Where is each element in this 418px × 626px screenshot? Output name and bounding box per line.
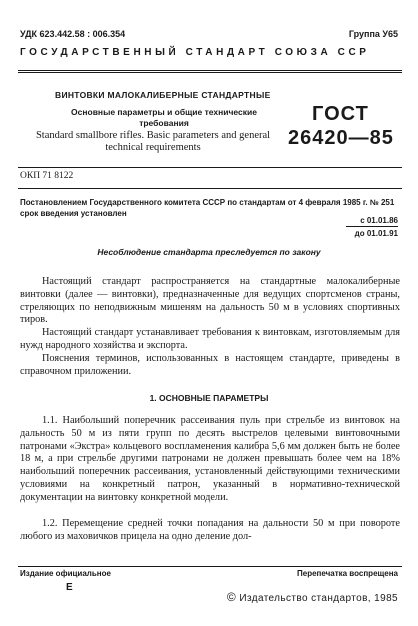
name-en-line-1: Standard smallbore rifles. Basic parameters and general [35,130,271,141]
okp-rule-bottom [18,188,402,189]
reprint-prohibited: Перепечатка воспрещена [297,569,398,578]
section-title: 1. ОСНОВНЫЕ ПАРАМЕТРЫ [149,393,269,403]
subtitle-ru-line-1: Основные параметры и общие технические [71,107,257,117]
copyright-line [227,590,398,604]
group-code: Группа У65 [348,29,398,39]
name-en-line-2: technical requirements [105,142,201,153]
okp-rule-top [18,167,402,168]
legal-warning: Несоблюдение стандарта преследуется по закону [97,247,321,257]
okp-code: ОКП 71 8122 [20,171,74,181]
paragraph-scope: Настоящий стандарт распространяется на стандартные малокалиберные винтовки (далее — винтовки), предназначенные для ведущих спортсменов страны, стреляющих по неподвижным мишеням на дальность 50 м в условиях спортивных тиров. [20,276,400,326]
copyright-text: Издательство стандартов, 1985 [239,593,398,604]
footer-rule [18,566,402,567]
paragraph-1-2: 1.2. Перемещение средней точки попадания на дальности 50 м при повороте любого из маховичков прицела на одно деление дол- [20,518,400,542]
effective-date-rule [346,226,398,227]
document-subtitle-ru [49,107,279,129]
header-rule-bottom [18,72,402,73]
subtitle-ru-line-2: требования [139,118,189,128]
standard-title: ГОСУДАРСТВЕННЫЙ СТАНДАРТ СОЮЗА ССР [20,47,370,58]
effective-date-to: до 01.01.91 [354,229,398,238]
gost-label: ГОСТ [312,103,369,125]
official-edition: Издание официальное [20,569,111,578]
paragraph-terms: Пояснения терминов, использованных в настоящем стандарте, приведены в справочном приложении. [20,353,400,377]
udk-code: УДК 623.442.58 : 006.354 [20,29,126,39]
effective-date-from: с 01.01.86 [360,216,398,225]
paragraph-requirements: Настоящий стандарт устанавливает требования к винтовкам, изготовляемым для нужд народного хозяйства и экспорта. [20,327,400,351]
header-rule-top [18,70,402,71]
gost-number: 26420—85 [288,127,394,149]
copyright-icon: © [226,590,237,604]
decree-text: Постановлением Государственного комитета СССР по стандартам от 4 февраля 1985 г. № 251 срок введения установлен [20,198,395,218]
document-name-en [19,130,287,154]
document-name-ru: ВИНТОВКИ МАЛОКАЛИБЕРНЫЕ СТАНДАРТНЫЕ [55,90,271,100]
edition-letter: Е [66,582,73,593]
paragraph-1-1: 1.1. Наибольший поперечник рассеивания пуль при стрельбе из винтовок на дальность 50 м из пяти групп по десять выстрелов целевыми винтовочными патронами «Экстра» кольцевого воспламенения калибра 5,6 мм должен быть не более 18 м, а при стрельбе другими патронами не должен превышать более чем на 18% наибольший поперечник рассеивания, установленный действующими техническими условиями на конкретный патрон, указанный в нормативно-технической документации на винтовку конкретной модели. [20,415,400,503]
